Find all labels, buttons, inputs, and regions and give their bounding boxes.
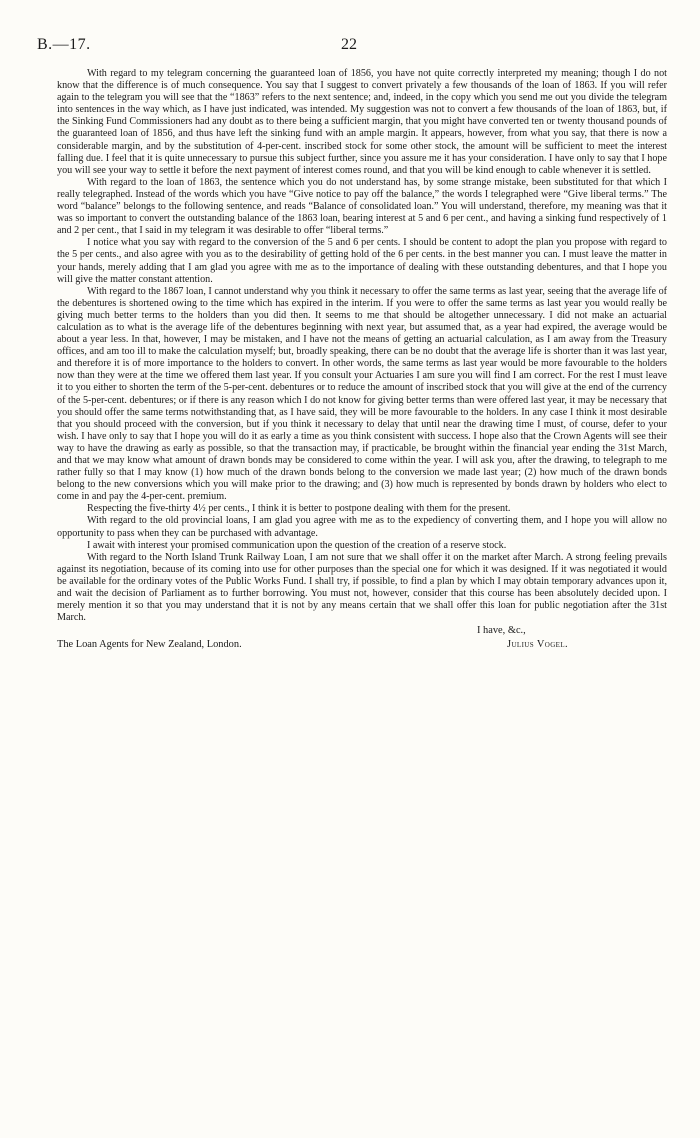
- paragraph-provincial-loans: With regard to the old provincial loans, I am glad you agree with me as to the expediency of converting them, and I hope you will allow no opportunity to pass when they can be purchased with advantage.: [57, 515, 667, 539]
- letter-closing: [57, 625, 667, 653]
- paragraph-loan-1856: With regard to my telegram concerning the guaranteed loan of 1856, you have not quite correctly interpreted my meaning; though I do not know that the difference is of much consequence. You say that I suggest to convert privately a few thousands of the loan of 1863. If you will refer again to the telegram you will see that the “1863” refers to the next sentence; and, indeed, in the copy which you send me out you divide the telegram into sentences in the way which, as I have just indicated, was intended. My suggestion was not to convert a few thousands of the loan of 1863, but, if the Sinking Fund Commissioners had any doubt as to there being a sufficient margin, that you might have converted ten or twenty thousand pounds of the guaranteed loan of 1856, and thus have left the sinking fund with an ample margin. It appears, however, from what you say, that there is now a considerable margin, and by the substitution of 4-per-cent. inscribed stock for some other stock, the amount will be sufficient to meet the interest falling due. I feel that it is quite unnecessary to pursue this subject further, since you assure me it has your consideration. I have only to say that I hope you will see your way to settle it before the next payment of interest comes round, and that you will be kind enough to cable whenever it is settled.: [57, 68, 667, 176]
- paragraph-trunk-railway-loan: With regard to the North Island Trunk Railway Loan, I am not sure that we shall offer it on the market after March. A strong feeling prevails against its negotiation, because of its coming into use for other purposes than the special one for which it was designed. If it was negotiated it would be available for the ordinary votes of the Public Works Fund. I shall try, if possible, to find a plan by which I may obtain temporary advances upon it, and wait the decision of Parliament as to further borrowing. You must not, however, consider that this course has been absolutely decided upon. I merely mention it so that you may understand that it is not by any means certain that we shall offer this loan for public negotiation after the 31st March.: [57, 551, 667, 624]
- addressee: The Loan Agents for New Zealand, London.: [57, 639, 242, 651]
- paragraph-five-thirty: Respecting the five-thirty 4½ per cents., I think it is better to postpone dealing with them for the present.: [87, 503, 511, 515]
- document-reference: B.—17.: [37, 36, 91, 53]
- page-number: 22: [341, 36, 357, 53]
- paragraph-loan-1867: With regard to the 1867 loan, I cannot understand why you think it necessary to offer the same terms as last year, seeing that the average life of the debentures is shortened owing to the time which has expired in the interim. If you were to offer the same terms as last year you would really be giving much better terms to the holders than you did then. It seems to me that should be altogether unnecessary. I did not make an actuarial calculation as to what is the average life of the debentures beginning with next year, but assumed that, as a year had expired, the average would be about a year less. In that, however, I may be mistaken, and I have not the means of getting an actuarial calculation, as I am away from the Treasury offices, and am too ill to make the calculation myself; but, broadly speaking, there can be no doubt that the average life is shorter than it was last year, and therefore it is of more importance to the holders to convert. In other words, the same terms as last year would be more favourable to the holders now than they were at the time we offered them last year. If you consult your Actuaries I am sure you will find I am correct. For the rest I must leave it to you either to shorten the term of the 5-per-cent. debentures or to reduce the amount of inscribed stock that you will give at the end of the currency of the 5-per-cent. debentures; or if there is any reason which I do not know for giving better terms than were offered last year, it may be necessary that you should offer the same terms notwithstanding that, as I have said, they will be more favourable to the holders. In any case I think it most desirable that you should proceed with the conversion, but if you think it necessary to delay that until near the drawing time I must, of course, defer to your wish. I have only to say that I hope you will do it as early a time as you think consistent with success. I hope also that the Crown Agents will see their way to have the drawing as early as possible, so that the transaction may, if practicable, be brought within the financial year ending the 31st March, and that we may know what amount of drawn bonds may be considered to come within the year. I will ask you, after the drawing, to telegraph to me rather fully so that I may know (1) how much of the drawn bonds belong to the conversion we made last year; (2) how much of the drawn bonds belong to the new conversions which you will make prior to the drawing; and (3) how much is represented by bonds drawn by holders who elect to come in and pay the 4-per-cent. premium.: [57, 285, 667, 503]
- paragraph-loan-1863: With regard to the loan of 1863, the sentence which you do not understand has, by some strange mistake, been substituted for that which I really telegraphed. Instead of the words which you have “Give notice to pay off the balance,” the words I telegraphed were “Give liberal terms.” The word “balance” belongs to the following sentence, and reads “Balance of consolidated loan.” You will understand, therefore, my meaning was that it was so important to convert the outstanding balance of the 1863 loan, bearing interest at 5 and 6 per cent., and having a sinking fund respectively of 1 and 2 per cent., that I said in my telegram it was desirable to offer “liberal terms.”: [57, 176, 667, 237]
- signature: Julius Vogel.: [507, 639, 569, 651]
- complimentary-close: I have, &c.,: [477, 625, 526, 637]
- paragraph-reserve-stock: I await with interest your promised communication upon the question of the creation of a reserve stock.: [87, 539, 507, 551]
- paragraph-five-six-per-cents: I notice what you say with regard to the conversion of the 5 and 6 per cents. I should be content to adopt the plan you propose with regard to the 5 per cents., and also agree with you as to the desirability of getting hold of the 6 per cents. in the best manner you can. I must leave the matter in your hands, merely adding that I am glad you agree with me as to the importance of dealing with these outstanding debentures, and that I hope you will give the matter constant attention.: [57, 237, 667, 285]
- letter-body: [57, 68, 667, 653]
